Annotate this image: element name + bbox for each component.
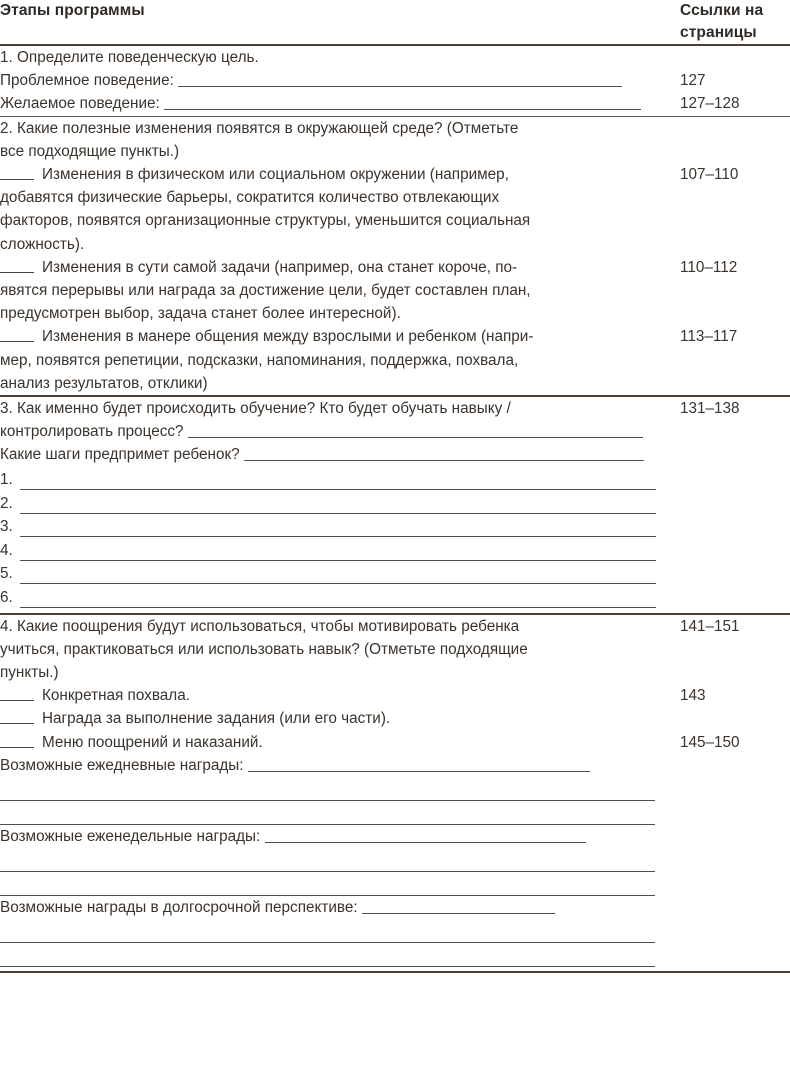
pages-spacer	[680, 661, 790, 684]
pages-spacer	[680, 707, 790, 730]
table-row	[0, 116, 790, 396]
section-4-reward-weekly-label: Возможные еженедельные награды:	[0, 828, 261, 846]
section-3-step-row	[0, 490, 680, 514]
section-4-prompt-line2: учиться, практиковаться или использовать навык? (Отметьте подходящие	[0, 640, 528, 658]
page-ref: 127	[680, 72, 706, 90]
section-4-reward-daily-label: Возможные ежедневные награды:	[0, 756, 244, 774]
page-ref: 113–117	[680, 328, 738, 346]
step-number: 6.	[0, 588, 13, 606]
section-4-prompt-line3: пункты.)	[0, 664, 59, 682]
table-header-row	[0, 0, 790, 45]
step-number: 5.	[0, 565, 13, 583]
section-3-step-row	[0, 561, 680, 585]
section-4-reward-daily-extra-line[interactable]	[0, 777, 655, 801]
section-4-option-3	[0, 731, 680, 754]
pages-spacer	[680, 279, 790, 302]
section-4-reward-weekly-extra-line[interactable]	[0, 848, 655, 872]
section-3-prompt-line1: 3. Как именно будет происходить обучение? Кто будет обучать навыку /	[0, 400, 511, 418]
page-ref: 145–150	[680, 733, 740, 751]
section-4-reward-weekly-extra-line[interactable]	[0, 872, 655, 896]
section-3-prompt-line3-label: Какие шаги предпримет ребенок?	[0, 446, 240, 464]
section-4-reward-longterm	[0, 896, 680, 919]
step-number: 2.	[0, 494, 13, 512]
section-2-option-1-line2: добавятся физические барьеры, сократится количество отвлекающих	[0, 189, 500, 207]
section-2-prompt-line1: 2. Какие полезные изменения появятся в окружающей среде? (Отметьте	[0, 119, 519, 137]
column-header-steps-label: Этапы программы	[0, 2, 145, 19]
section-3-prompt-line3	[0, 443, 680, 466]
section-4-option-2-label: Награда за выполнение задания (или его части).	[42, 710, 391, 728]
page-ref: 107–110	[680, 165, 739, 183]
pages-spacer	[680, 140, 790, 163]
checkbox-blank[interactable]	[0, 711, 34, 724]
section-4-content	[0, 614, 680, 973]
section-2-option-1	[0, 163, 680, 186]
section-3-content	[0, 396, 680, 614]
section-4-reward-daily-extra-line[interactable]	[0, 801, 655, 825]
section-3-childsteps-input[interactable]	[244, 446, 644, 461]
page-ref: 141–151	[680, 617, 740, 635]
checkbox-blank[interactable]	[0, 688, 34, 701]
section-4-reward-daily	[0, 754, 680, 777]
section-4-reward-weekly-input[interactable]	[265, 828, 586, 843]
section-3-step-row	[0, 514, 680, 538]
checkbox-blank[interactable]	[0, 260, 34, 273]
section-3-pages	[680, 396, 790, 614]
section-4-reward-longterm-extra-line[interactable]	[0, 943, 655, 967]
table-bottom-rule-row	[0, 972, 790, 973]
section-2-content	[0, 116, 680, 396]
section-3-step-row	[0, 467, 680, 491]
table-bottom-rule-main	[0, 972, 680, 973]
step-input[interactable]	[20, 517, 656, 537]
step-input[interactable]	[20, 470, 656, 490]
step-number: 4.	[0, 541, 13, 559]
table-bottom-rule-pages	[680, 972, 790, 973]
section-4-pages	[680, 614, 790, 973]
section-2-option-1-line4: сложность).	[0, 235, 85, 253]
section-1-field-desired	[0, 92, 680, 115]
section-4-prompt-line1: 4. Какие поощрения будут использоваться, чтобы мотивировать ребенка	[0, 617, 520, 635]
section-4-option-1-label: Конкретная похвала.	[42, 687, 190, 705]
section-2-option-3-line3: анализ результатов, отклики)	[0, 374, 208, 392]
step-number: 1.	[0, 471, 13, 489]
checkbox-blank[interactable]	[0, 735, 34, 748]
page-ref: 143	[680, 687, 706, 705]
section-3-supervisor-input[interactable]	[188, 423, 643, 438]
section-3-step-row	[0, 537, 680, 561]
column-header-steps	[0, 0, 680, 45]
pages-spacer	[680, 186, 790, 209]
section-2-option-2-line3: предусмотрен выбор, задача станет более интересной).	[0, 305, 401, 323]
section-1-field-desired-label: Желаемое поведение:	[0, 95, 160, 113]
section-1-field-desired-input[interactable]	[164, 95, 641, 110]
pages-spacer	[680, 302, 790, 325]
table-header	[0, 0, 790, 45]
pages-spacer	[680, 638, 790, 661]
section-2-option-3-line1: Изменения в манере общения между взрослыми и ребенком (напри-	[42, 328, 534, 346]
step-input[interactable]	[20, 494, 656, 514]
section-1-content	[0, 45, 680, 116]
section-4-option-1	[0, 684, 680, 707]
section-2-pages	[680, 116, 790, 396]
section-2-option-1-line3: факторов, появятся организационные структуры, уменьшится социальная	[0, 212, 531, 230]
section-4-option-3-label: Меню поощрений и наказаний.	[42, 733, 263, 751]
section-4-reward-longterm-input[interactable]	[362, 899, 555, 914]
step-input[interactable]	[20, 588, 656, 608]
page-ref: 131–138	[680, 400, 740, 418]
table-row	[0, 614, 790, 973]
section-2-option-3	[0, 325, 680, 348]
section-2-option-2-line1: Изменения в сути самой задачи (например, она станет короче, по-	[42, 258, 518, 276]
section-1-field-problem-input[interactable]	[178, 72, 622, 87]
page-ref: 127–128	[680, 95, 740, 113]
table-body	[0, 45, 790, 973]
step-input[interactable]	[20, 564, 656, 584]
column-header-pages	[680, 0, 790, 45]
table-row	[0, 396, 790, 614]
section-2-option-1-line1: Изменения в физическом или социальном окружении (например,	[42, 166, 509, 184]
section-1-field-problem-label: Проблемное поведение:	[0, 72, 174, 90]
pages-spacer	[680, 117, 790, 140]
section-1-pages	[680, 45, 790, 116]
pages-spacer	[680, 209, 790, 232]
page-ref: 110–112	[680, 258, 738, 276]
pages-spacer	[680, 233, 790, 256]
section-3-prompt-line2-label: контролировать процесс?	[0, 423, 184, 441]
section-4-reward-longterm-label: Возможные награды в долгосрочной перспективе:	[0, 899, 358, 917]
section-2-option-2-line2: явятся перерывы или награда за достижение цели, будет составлен план,	[0, 282, 531, 300]
section-4-option-2	[0, 707, 680, 730]
step-input[interactable]	[20, 541, 656, 561]
section-4-reward-weekly	[0, 825, 680, 848]
section-2-option-3-line2: мер, появятся репетиции, подсказки, напоминания, поддержка, похвала,	[0, 351, 519, 369]
section-4-reward-daily-input[interactable]	[248, 757, 590, 772]
section-3-prompt-line2	[0, 420, 680, 443]
checkbox-blank[interactable]	[0, 329, 34, 342]
column-header-pages-line2: страницы	[680, 24, 757, 41]
section-1-field-problem	[0, 69, 680, 92]
section-4-reward-longterm-extra-line[interactable]	[0, 919, 655, 943]
section-2-option-2	[0, 256, 680, 279]
section-3-step-row	[0, 584, 680, 608]
section-2-prompt-line2: все подходящие пункты.)	[0, 142, 180, 160]
checkbox-blank[interactable]	[0, 167, 34, 180]
column-header-pages-line1: Ссылки на	[680, 2, 764, 19]
pages-spacer	[680, 46, 790, 69]
section-1-title: 1. Определите поведенческую цель.	[0, 49, 259, 66]
table-row	[0, 45, 790, 116]
step-number: 3.	[0, 518, 13, 536]
